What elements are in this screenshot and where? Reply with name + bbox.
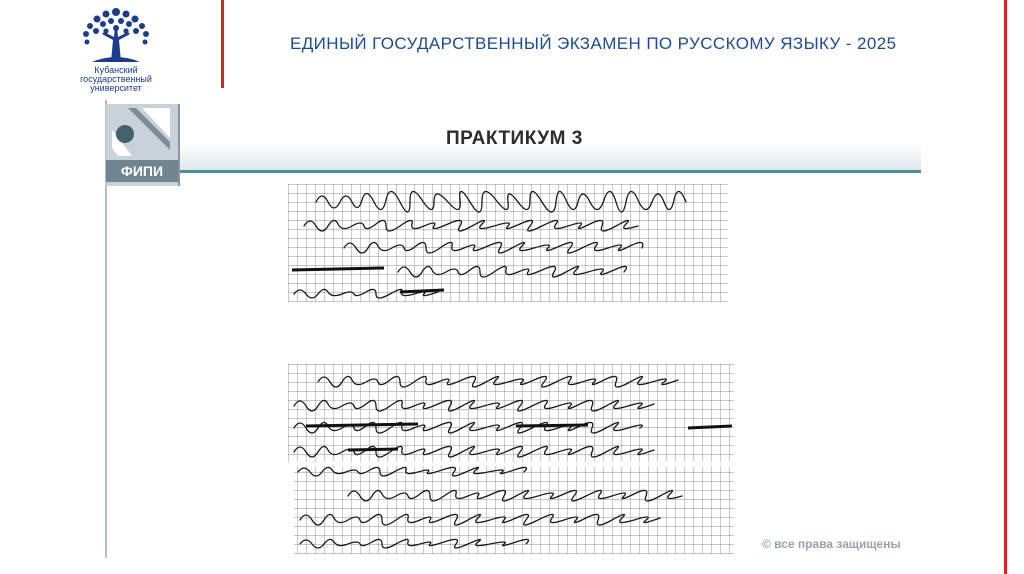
fipi-mark-icon xyxy=(112,108,170,156)
university-name-line: государственный xyxy=(80,74,152,84)
slide-header-rule xyxy=(178,170,921,173)
fipi-label: ФИПИ xyxy=(106,160,178,182)
university-name-line: университет xyxy=(90,83,142,93)
university-name-line: Кубанский xyxy=(94,65,138,75)
handwritten-scan-2 xyxy=(288,364,734,554)
tree-logo-icon xyxy=(78,4,154,66)
university-logo xyxy=(66,4,166,96)
university-name xyxy=(66,66,166,93)
copyright-notice: © все права защищены xyxy=(762,537,901,551)
handwritten-scan-1 xyxy=(288,184,728,302)
fipi-logo xyxy=(106,104,180,186)
practicum-title: ПРАКТИКУМ 3 xyxy=(446,128,583,149)
red-divider-right xyxy=(1004,0,1007,574)
exam-title: ЕДИНЫЙ ГОСУДАРСТВЕННЫЙ ЭКЗАМЕН ПО РУССКОМУ ЯЗЫКУ - 2025 xyxy=(290,34,897,53)
red-divider-left xyxy=(221,0,224,88)
